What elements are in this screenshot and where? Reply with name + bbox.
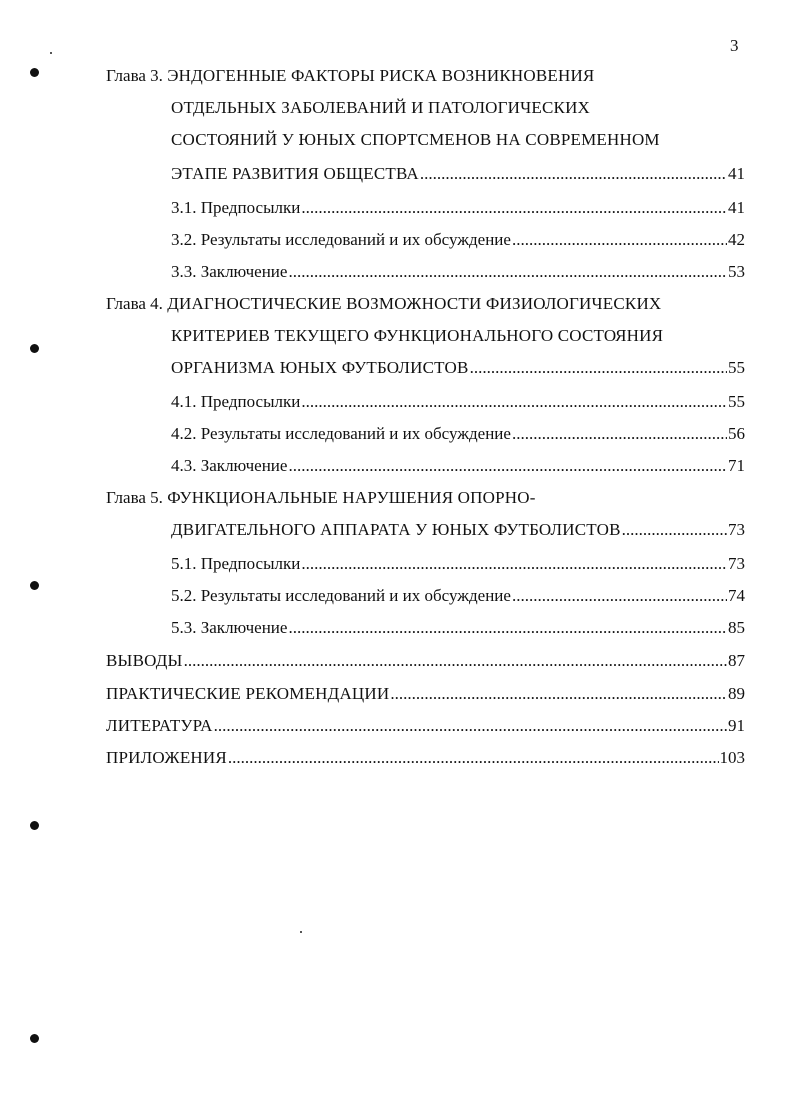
chapter-title-line: ОТДЕЛЬНЫХ ЗАБОЛЕВАНИЙ И ПАТОЛОГИЧЕСКИХ: [171, 98, 591, 117]
section-title: 5.3. Заключение: [171, 618, 288, 637]
chapter-title-line: ФУНКЦИОНАЛЬНЫЕ НАРУШЕНИЯ ОПОРНО-: [167, 488, 536, 507]
toc-chapter-line: [171, 124, 660, 156]
chapter-title-line: ЭТАПЕ РАЗВИТИЯ ОБЩЕСТВА: [171, 164, 419, 183]
section-title: 3.1. Предпосылки: [171, 198, 301, 217]
leader-dots: [184, 645, 727, 677]
leader-dots: [288, 612, 727, 644]
binder-hole: [30, 344, 39, 353]
toc-entry: [171, 450, 745, 482]
page-ref: 41: [728, 164, 745, 183]
toc-entry: [171, 192, 745, 224]
chapter-title-line: ДИАГНОСТИЧЕСКИЕ ВОЗМОЖНОСТИ ФИЗИОЛОГИЧЕСКИХ: [167, 294, 662, 313]
chapter-label: Глава 5.: [106, 488, 163, 507]
page-ref: 55: [728, 392, 745, 411]
page-number: 3: [730, 36, 739, 55]
page-ref: 41: [728, 198, 745, 217]
page-ref: 55: [728, 358, 745, 377]
leader-dots: [420, 158, 727, 190]
toc-entry: [171, 224, 745, 256]
toc-chapter-line: [171, 92, 590, 124]
section-title: 4.1. Предпосылки: [171, 392, 301, 411]
toc-entry: [171, 580, 745, 612]
binder-hole: [30, 1034, 39, 1043]
chapter-title-line: ДВИГАТЕЛЬНОГО АППАРАТА У ЮНЫХ ФУТБОЛИСТОВ: [171, 520, 621, 539]
section-title: 4.3. Заключение: [171, 456, 288, 475]
page-ref: 85: [728, 618, 745, 637]
leader-dots: [512, 580, 727, 612]
chapter-label: Глава 3.: [106, 66, 163, 85]
leader-dots: [288, 450, 727, 482]
toc-entry: [171, 418, 745, 450]
scan-speck: [50, 52, 52, 54]
toc-chapter-line: [171, 320, 663, 352]
toc-entry: [171, 612, 745, 644]
section-title: 4.2. Результаты исследований и их обсуждение: [171, 424, 511, 443]
toc-entry: [106, 678, 745, 710]
chapter-label: Глава 4.: [106, 294, 163, 313]
chapter-title-line: ОРГАНИЗМА ЮНЫХ ФУТБОЛИСТОВ: [171, 358, 469, 377]
page-ref: 71: [728, 456, 745, 475]
leader-dots: [622, 514, 727, 546]
toc-entry: [106, 710, 745, 742]
leader-dots: [301, 548, 727, 580]
page-ref: 73: [728, 554, 745, 573]
binder-hole: [30, 581, 39, 590]
toc-entry: [171, 352, 745, 384]
page-ref: 103: [719, 748, 745, 767]
section-title: 5.1. Предпосылки: [171, 554, 301, 573]
page-ref: 89: [728, 684, 745, 703]
toc-entry: [171, 386, 745, 418]
chapter-title-line: КРИТЕРИЕВ ТЕКУЩЕГО ФУНКЦИОНАЛЬНОГО СОСТОЯНИЯ: [171, 326, 664, 345]
scan-speck: [300, 931, 302, 933]
leader-dots: [228, 742, 719, 774]
leader-dots: [288, 256, 727, 288]
page-ref: 73: [728, 520, 745, 539]
entry-title: ПРАКТИЧЕСКИЕ РЕКОМЕНДАЦИИ: [106, 684, 390, 703]
toc-chapter-line: [106, 482, 536, 514]
page-ref: 42: [728, 230, 745, 249]
entry-title: ПРИЛОЖЕНИЯ: [106, 748, 227, 767]
section-title: 5.2. Результаты исследований и их обсуждение: [171, 586, 511, 605]
toc-entry: [171, 256, 745, 288]
toc-entry: [106, 645, 745, 677]
leader-dots: [512, 224, 727, 256]
toc-chapter-line: [106, 288, 661, 320]
section-title: 3.2. Результаты исследований и их обсуждение: [171, 230, 511, 249]
page-ref: 56: [728, 424, 745, 443]
toc-chapter-line: [106, 60, 726, 92]
page-ref: 74: [728, 586, 745, 605]
entry-title: ЛИТЕРАТУРА: [106, 716, 213, 735]
binder-hole: [30, 821, 39, 830]
toc-entry: [106, 742, 745, 774]
leader-dots: [301, 386, 727, 418]
leader-dots: [470, 352, 727, 384]
toc-entry: [171, 548, 745, 580]
toc-entry: [171, 158, 745, 190]
leader-dots: [390, 678, 727, 710]
section-title: 3.3. Заключение: [171, 262, 288, 281]
leader-dots: [512, 418, 727, 450]
chapter-title-line: СОСТОЯНИЙ У ЮНЫХ СПОРТСМЕНОВ НА СОВРЕМЕННОМ: [171, 130, 660, 149]
entry-title: ВЫВОДЫ: [106, 651, 183, 670]
chapter-title-line: ЭНДОГЕННЫЕ ФАКТОРЫ РИСКА ВОЗНИКНОВЕНИЯ: [167, 66, 595, 85]
binder-hole: [30, 68, 39, 77]
page-ref: 87: [728, 651, 745, 670]
page-ref: 91: [728, 716, 745, 735]
page-ref: 53: [728, 262, 745, 281]
leader-dots: [301, 192, 727, 224]
leader-dots: [214, 710, 727, 742]
toc-entry: [171, 514, 745, 546]
